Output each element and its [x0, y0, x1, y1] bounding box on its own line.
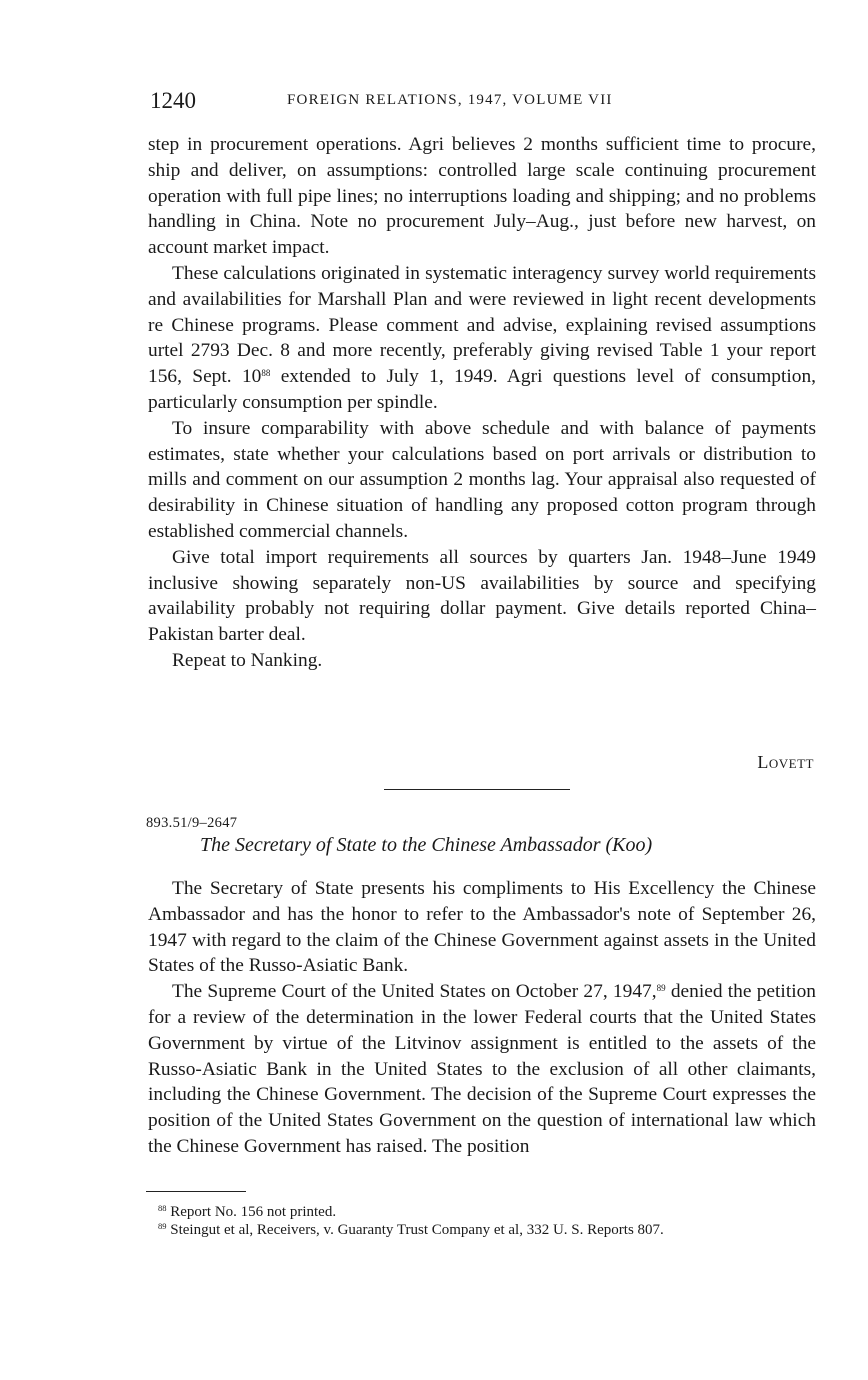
footnotes	[146, 1203, 812, 1239]
footnote-text: Report No. 156 not printed.	[170, 1204, 337, 1220]
paragraph	[148, 261, 816, 416]
paragraph-text: extended to July 1, 1949. Agri questions level of consumption, particularly consumption per spindle.	[148, 366, 816, 413]
paragraph	[148, 979, 816, 1160]
footnote-mark: 89	[158, 1221, 167, 1231]
paragraph-text: These calculations originated in systematic interagency survey world requirements and availabilities for Marshall Plan and were reviewed in light recent developments re Chinese programs. Please comment and advise, explaining revised assumptions urtel 2793 Dec. 8 and more recently, preferably giving revised Table 1 your report 156, Sept. 10	[148, 262, 816, 388]
page-number: 1240	[150, 88, 196, 113]
footnote-reference[interactable]: 89	[656, 983, 666, 994]
footnote-rule	[146, 1191, 246, 1192]
footnote	[146, 1203, 812, 1221]
paragraph-text: denied the petition for a review of the determination in the lower Federal courts that the United States Government by virtue of the Litvinov assignment is entitled to the assets of the Russo-Asiatic Bank in the United States to the exclusion of all other claimants, including the Chinese Government. The decision of the Supreme Court expresses the position of the United States Government on the question of international law which the Chinese Government has raised. The position	[148, 981, 816, 1157]
footnote-text: Steingut et al, Receivers, v. Guaranty Trust Company et al, 332 U. S. Reports 807.	[170, 1222, 664, 1238]
signature: Lovett	[757, 752, 814, 772]
paragraph: To insure comparability with above schedule and with balance of payments estimates, state whether your calculations based on port arrivals or distribution to mills and comment on our assumption 2 months lag. Your appraisal also requested of desirability in Chinese situation of handling any proposed cotton program through established commercial channels.	[148, 417, 816, 542]
paragraph: Give total import requirements all sources by quarters Jan. 1948–June 1949 inclusive showing separately non-US availabilities by source and specifying availability probably not requiring dollar payment. Give details reported China–Pakistan barter deal.	[148, 546, 816, 646]
footnote-mark: 88	[158, 1203, 167, 1213]
paragraph: Repeat to Nanking.	[172, 649, 323, 671]
paragraph: step in procurement operations. Agri believes 2 months sufficient time to procure, ship and deliver, on assumptions: controlled large scale continuing procurement operation with full pipe lines; no interruptions loading and shipping; and no problems handling in China. Note no procurement July–Aug., just before new harvest, on account market impact.	[148, 134, 816, 259]
page-header	[150, 88, 815, 114]
paragraph-text: The Supreme Court of the United States on October 27, 1947,	[172, 981, 657, 1003]
diplomatic-note-text	[148, 876, 816, 1160]
file-number: 893.51/9–2647	[146, 815, 238, 831]
section-divider	[384, 789, 570, 790]
continued-telegram-text	[148, 132, 816, 674]
footnote-reference[interactable]: 88	[261, 368, 271, 379]
running-head: FOREIGN RELATIONS, 1947, VOLUME VII	[287, 92, 613, 108]
footnote	[146, 1221, 812, 1239]
document-title: The Secretary of State to the Chinese Ambassador (Koo)	[200, 834, 653, 856]
paragraph: The Secretary of State presents his compliments to His Excellency the Chinese Ambassador and has the honor to refer to the Ambassador's note of September 26, 1947 with regard to the claim of the Chinese Government against assets in the United States of the Russo-Asiatic Bank.	[148, 878, 816, 977]
